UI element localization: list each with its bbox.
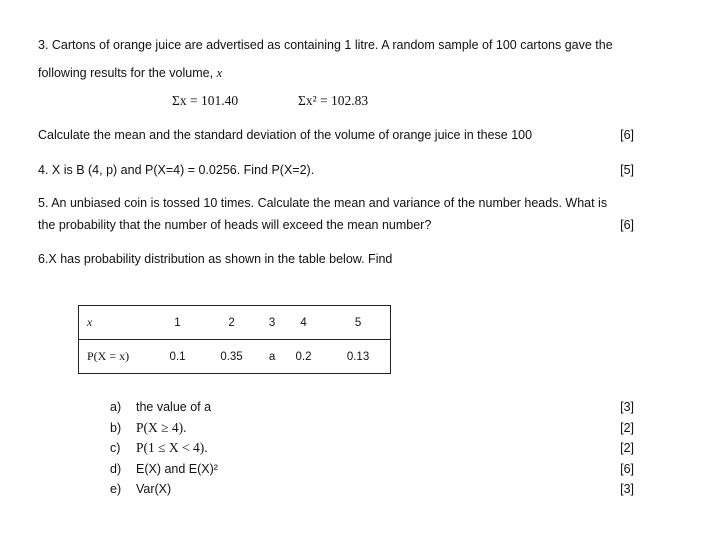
x-value-cell: 4 xyxy=(281,306,326,340)
x-value-cell: 3 xyxy=(263,306,281,340)
p-value-cell: 0.35 xyxy=(200,340,263,374)
table-row-p xyxy=(79,340,391,374)
part-marks: [2] xyxy=(620,420,634,435)
part-marks: [2] xyxy=(620,441,634,455)
q6-parts-marks xyxy=(620,397,634,500)
q5-line1: 5. An unbiased coin is tossed 10 times. Calculate the mean and variance of the number heads. What is xyxy=(38,196,608,210)
part-text: Var(X) xyxy=(136,482,172,496)
q6-intro: 6.X has probability distribution as shown in the table below. Find xyxy=(38,252,393,266)
part-text: P(X ≥ 4). xyxy=(136,419,187,435)
x-value-cell: 2 xyxy=(200,306,263,340)
q4-text: 4. X is B (4, p) and P(X=4) = 0.0256. Find P(X=2). xyxy=(38,163,315,177)
q5-line2: the probability that the number of heads will exceed the mean number? xyxy=(38,218,432,232)
part-letter: a) xyxy=(110,400,122,414)
part-text: P(1 ≤ X < 4). xyxy=(136,440,208,455)
x-value-cell: 1 xyxy=(155,306,200,340)
q3-line3: Calculate the mean and the standard deviation of the volume of orange juice in these 100 xyxy=(38,128,533,142)
q3-line1: 3. Cartons of orange juice are advertised as containing 1 litre. A random sample of 100 cartons gave the xyxy=(38,38,613,52)
p-value-cell: a xyxy=(263,340,281,374)
part-text: E(X) and E(X)² xyxy=(136,461,218,476)
q3-marks: [6] xyxy=(620,128,634,142)
q5-marks: [6] xyxy=(620,218,634,232)
list-item xyxy=(110,459,218,480)
table-header-x: x xyxy=(79,306,156,340)
table-header-p: P(X = x) xyxy=(79,340,156,374)
q4-marks: [5] xyxy=(620,163,634,177)
q3-sum-x: Σx = 101.40 xyxy=(172,93,239,108)
part-marks: [3] xyxy=(620,482,634,496)
q3-line2 xyxy=(38,66,222,81)
list-item xyxy=(110,397,218,418)
p-value-cell: 0.1 xyxy=(155,340,200,374)
p-value-cell: 0.2 xyxy=(281,340,326,374)
part-letter: d) xyxy=(110,461,122,476)
table-row-x xyxy=(79,306,391,340)
list-item xyxy=(110,438,218,459)
q3-line2-text: following results for the volume, xyxy=(38,66,217,80)
probability-table xyxy=(78,305,391,374)
part-marks: [6] xyxy=(620,461,634,476)
q6-parts-list xyxy=(110,397,218,500)
p-value-cell: 0.13 xyxy=(326,340,390,374)
list-item xyxy=(110,479,218,500)
part-letter: e) xyxy=(110,482,122,496)
x-value-cell: 5 xyxy=(326,306,390,340)
part-letter: b) xyxy=(110,420,122,435)
list-item xyxy=(110,418,218,439)
part-text: the value of a xyxy=(136,400,212,414)
part-letter: c) xyxy=(110,441,121,455)
part-marks: [3] xyxy=(620,400,634,414)
q3-sum-x2: Σx² = 102.83 xyxy=(298,93,369,108)
q3-variable: x xyxy=(216,66,223,80)
